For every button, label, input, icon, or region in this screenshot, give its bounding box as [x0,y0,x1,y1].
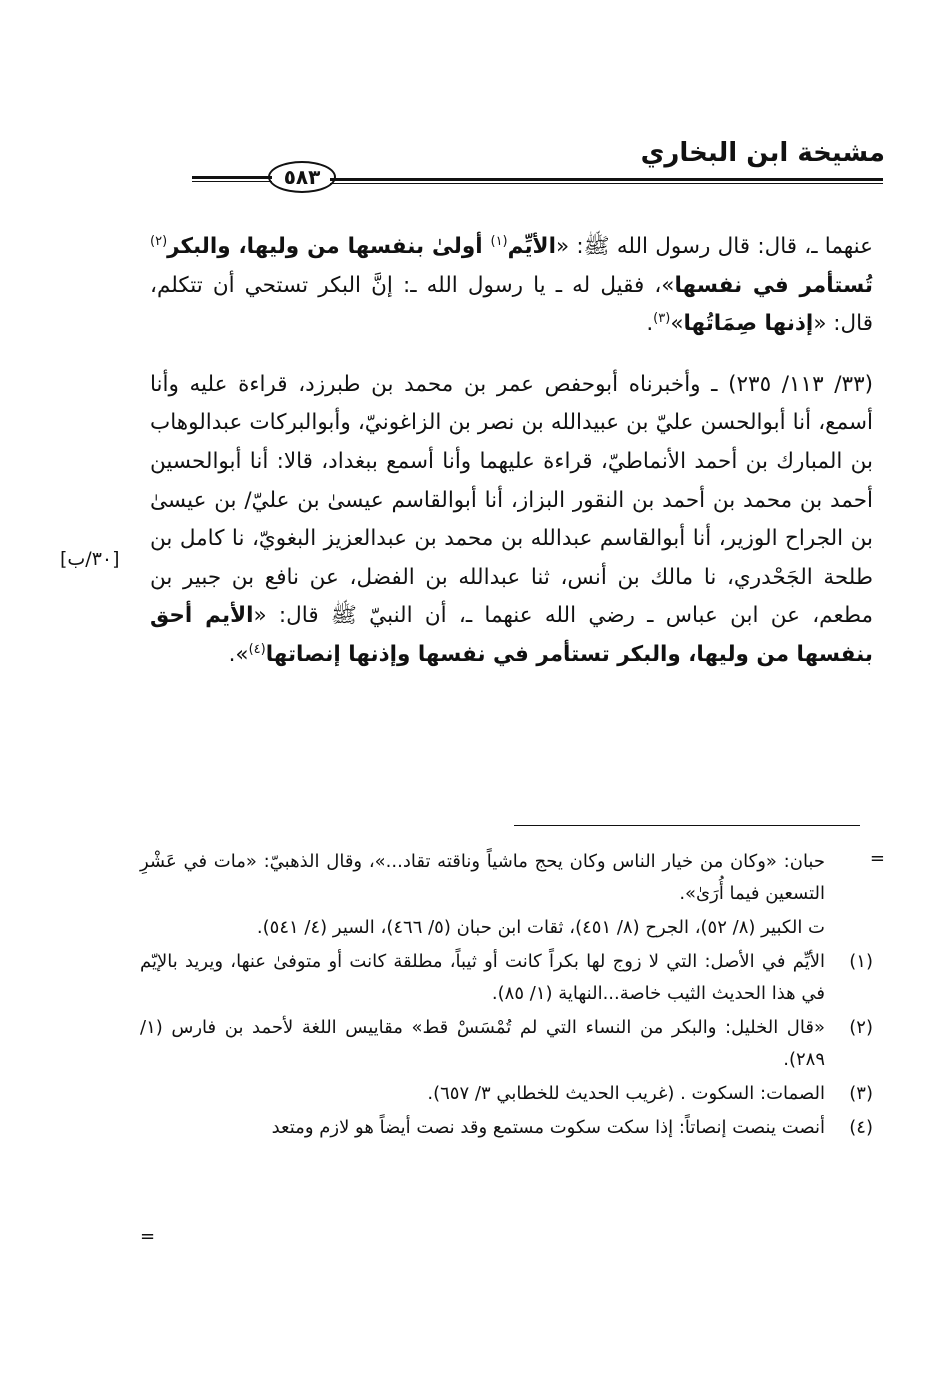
footnote-number: (٣) [849,1083,873,1104]
paragraph-2 [150,366,873,675]
text-run: ». [228,641,249,667]
footnote-item [140,946,873,1010]
hadith-text: الأيم أحق بنفسها من وليها، والبكر تستأمر في نفسها وإذنها إنصاتها [150,603,873,667]
footnote-number: (٤) [849,1117,873,1138]
footnote-text: الصمات: السكوت . (غريب الحديث للخطابي ٣/ ٦٥٧). [427,1083,825,1104]
footnote-number: (١) [849,951,873,972]
footnote-item [140,1112,873,1144]
hadith-text: تُستأمر في نفسها [674,272,873,298]
header-rule [330,178,883,184]
footnote-text: الأيِّم في الأصل: التي لا زوج لها بكراً كانت أو ثيباً، مطلقة كانت أو متوفىٰ عنها، ويريد بالإيّم في هذا الحديث الثيب خاصة...النهاية (١/ ٨٥). [140,951,825,1004]
footnote-item [140,1078,873,1110]
marginal-note: [٣٠/ب] [60,548,120,570]
footnote-continued [140,912,873,944]
footnote-item [140,1012,873,1076]
hadith-text: أولىٰ بنفسها من وليها، والبكر [167,234,491,259]
text-run: . [646,311,654,337]
footnote-text: أنصت ينصت إنصاتاً: إذا سكت سكوت مستمع وقد نصت أيضاً هو لازم ومتعد [271,1117,825,1138]
footnote-text: ت الكبير (٨/ ٥٢)، الجرح (٨/ ٤٥١)، ثقات ابن حبان (٥/ ٤٦٦)، السير (٤/ ٥٤١). [256,917,825,938]
footnote-separator [514,825,860,826]
footnotes [140,846,873,1144]
continuation-mark-end: = [140,1226,156,1247]
continuation-mark: = [869,848,885,869]
main-text [150,228,873,675]
text-run: (٣٣/ ١١٣/ ٢٣٥) ـ وأخبرناه أبوحفص عمر بن محمد بن طبرزد، قراءة عليه وأنا أسمع، أنا أبوالحسن عليّ بن عبيدالله بن نصر بن الزاغونيّ، وأبوالبركات عبدالوهاب بن المبارك بن أحمد الأنماطيّ، قراءة عليهما وأنا أسمع ببغداد، قالا: أنا أبوالحسين أحمد بن محمد بن أحمد بن النقور البزاز، أنا أبوالقاسم عيسىٰ بن عليّ/ بن عيسىٰ بن الجراح الوزير، أنا أبوالقاسم عبدالله بن محمد بن عبدالعزيز البغويّ، نا كامل بن طلحة الجَحْدري، نا مالك بن أنس، ثنا عبدالله بن الفضل، عن نافع بن جبير بن مطعم، عن ابن عباس ـ رضي الله عنهما ـ، أن النبيّ ﷺ قال: « [150,371,874,629]
footnote-text: «قال الخليل: والبكر من النساء التي لم تُمْسَسْ قط» مقاييس اللغة لأحمد بن فارس (١/ ٢٨٩). [140,1017,825,1070]
hadith-text: إذنها صِمَاتُها [683,311,814,337]
footnote-continued [140,846,873,910]
header-rule-short [192,176,272,182]
running-title: مشيخة ابن البخاري [640,138,885,168]
page-header [0,0,945,200]
footnote-ref: (٣) [653,311,671,327]
footnote-ref: (٤) [248,641,266,657]
paragraph-1 [150,228,873,344]
text-run: عنهما ـ، قال: قال رسول الله ﷺ: « [555,234,873,259]
footnote-ref: (١) [490,233,508,249]
text-run: »، فقيل له ـ يا رسول الله ـ: إنَّ البكر تستحي أن تتكلم، قال: « [150,272,873,337]
text-run: » [670,311,684,337]
hadith-text: الأيِّم [507,234,556,259]
footnote-number: (٢) [849,1017,873,1038]
page-number: ٥٨٣ [268,161,336,193]
footnote-ref: (٢) [150,233,168,249]
footnote-text: حبان: «وكان من خيار الناس وكان يحج ماشياً وناقته تقاد...»، وقال الذهبيّ: «مات في عَشْرِ التسعين فيما أُرَىٰ». [140,851,825,904]
